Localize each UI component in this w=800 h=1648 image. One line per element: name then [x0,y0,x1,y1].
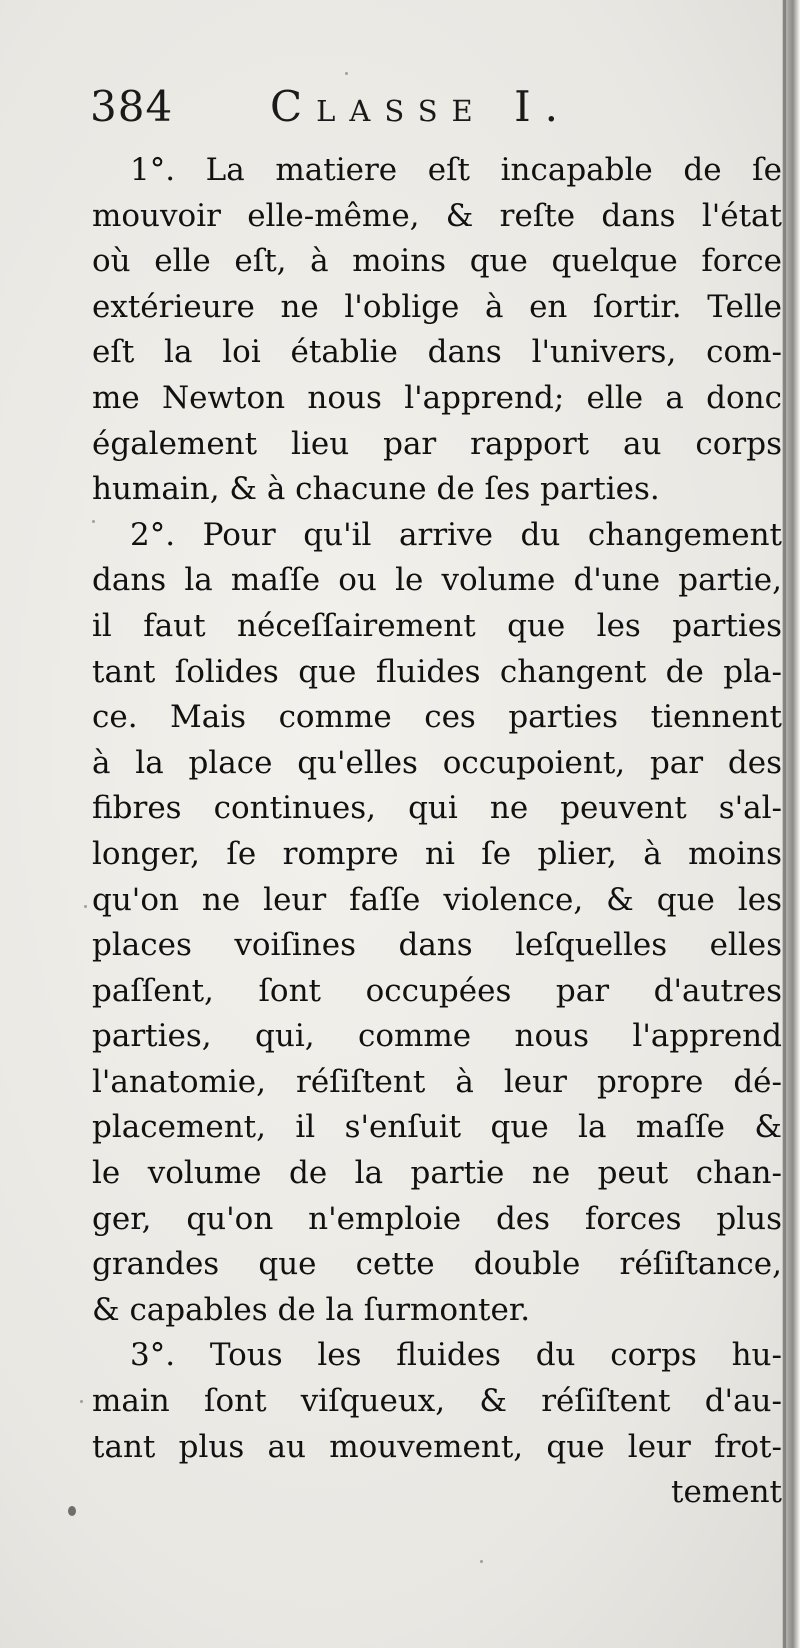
text-line: fibres continues, qui ne peuvent s'al- [92,790,782,827]
text-line: 1°. La matiere eſt incapable de ſe [130,152,782,188]
text-line: tant plus au mouvement, que leur frot- [92,1428,782,1465]
text-line: l'anatomie, réſiſtent à leur propre dé- [92,1063,782,1100]
paper-speck [84,905,87,908]
text-line: placement, il s'enſuit que la maſſe & [92,1109,782,1146]
running-head: Classe I. [270,82,573,131]
page-header [90,82,770,142]
text-line: où elle eſt, à moins que quelque force [92,243,782,280]
text-line: 2°. Pour qu'il arrive du changement [130,516,782,553]
paper-speck [80,1400,83,1403]
catchword: tement [671,1474,782,1511]
text-line: humain, & à chacune de ſes parties. [92,471,660,508]
text-line: à la place qu'elles occupoient, par des [92,744,782,781]
text-line: main ſont viſqueux, & réſiſtent d'au- [92,1383,782,1420]
text-line: parties, qui, comme nous l'apprend [92,1018,782,1055]
paper-speck [92,520,95,523]
text-line: paſſent, ſont occupées par d'autres [92,972,782,1009]
text-line: extérieure ne l'oblige à en ſortir. Telle [92,288,782,325]
text-line: qu'on ne leur faſſe violence, & que les [92,881,782,918]
text-line: tant ſolides que fluides changent de pla- [92,653,782,690]
paper-speck [345,72,348,75]
text-line: dans la maſſe ou le volume d'une partie, [92,562,782,599]
text-line: ger, qu'on n'emploie des forces plus [92,1200,782,1237]
body-text [92,148,782,1516]
text-line: également lieu par rapport au corps [92,425,782,462]
text-line: places voiſines dans leſquelles elles [92,927,782,964]
text-line: 3°. Tous les fluides du corps hu- [130,1337,782,1374]
text-line: mouvoir elle-même, & reſte dans l'état [92,197,782,234]
paper-speck [480,1560,483,1563]
text-line: ce. Mais comme ces parties tiennent [92,699,782,736]
ink-smudge [68,1506,76,1516]
page-number: 384 [90,82,174,131]
text-line: eſt la loi établie dans l'univers, com- [92,334,782,371]
text-line: le volume de la partie ne peut chan- [92,1155,782,1192]
text-line: & capables de la ſurmonter. [92,1291,531,1328]
text-line: grandes que cette double réſiſtance, [92,1246,782,1283]
page-gutter-shadow [783,0,786,1648]
text-line: me Newton nous l'apprend; elle a donc [92,379,782,416]
text-line: il faut néceſſairement que les parties [92,607,782,644]
text-line: longer, ſe rompre ni ſe plier, à moins [92,835,782,872]
